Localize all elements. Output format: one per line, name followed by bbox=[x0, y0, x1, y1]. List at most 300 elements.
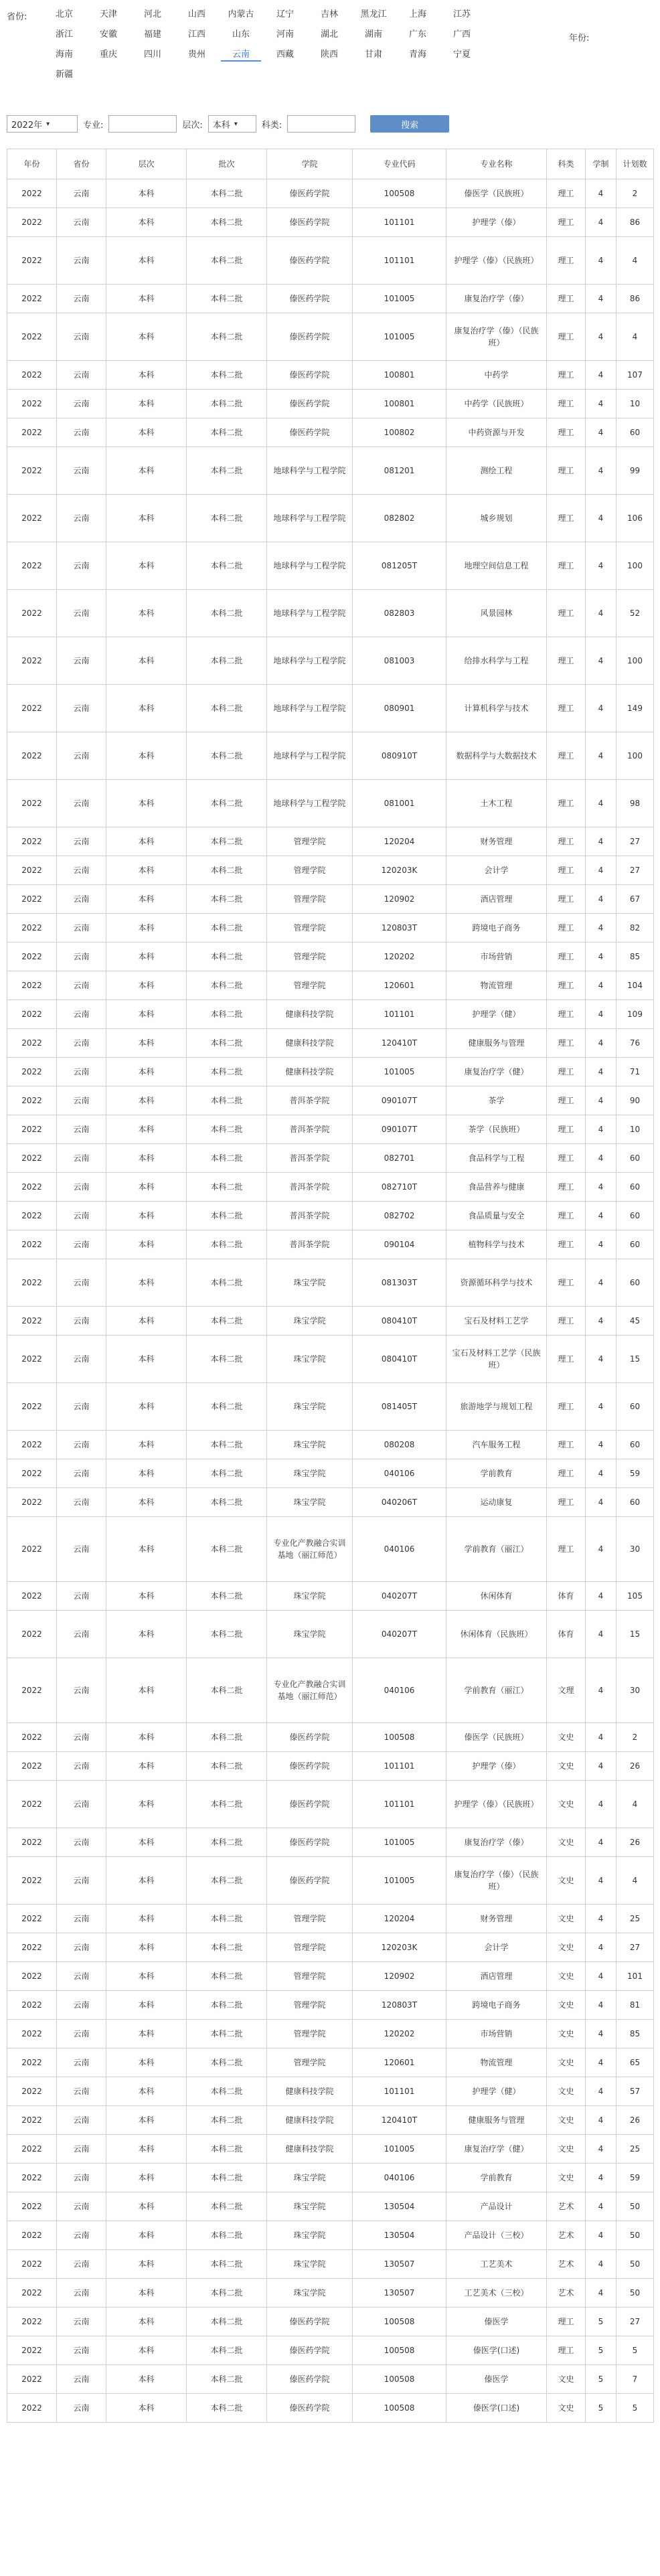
table-cell: 4 bbox=[586, 732, 616, 780]
table-cell: 文史 bbox=[547, 2020, 586, 2048]
table-cell: 管理学院 bbox=[267, 971, 353, 1000]
table-cell: 4 bbox=[586, 390, 616, 418]
table-cell: 082710T bbox=[353, 1173, 446, 1202]
table-row bbox=[7, 2106, 654, 2135]
table-row bbox=[7, 827, 654, 856]
table-cell: 4 bbox=[586, 2279, 616, 2308]
table-cell: 普洱茶学院 bbox=[267, 1115, 353, 1144]
province-option[interactable]: 辽宁 bbox=[276, 9, 294, 19]
table-cell: 109 bbox=[616, 1000, 654, 1029]
table-cell: 2022 bbox=[7, 943, 57, 971]
table-row bbox=[7, 2135, 654, 2164]
table-cell: 给排水科学与工程 bbox=[446, 637, 547, 685]
year-select-value: 2022年 bbox=[11, 120, 43, 131]
table-cell: 4 bbox=[586, 1962, 616, 1991]
table-row bbox=[7, 1058, 654, 1086]
table-cell: 4 bbox=[586, 418, 616, 447]
table-cell: 市场营销 bbox=[446, 2020, 547, 2048]
province-option[interactable]: 广东 bbox=[408, 29, 426, 39]
table-cell: 4 bbox=[586, 780, 616, 827]
table-cell: 理工 bbox=[547, 179, 586, 208]
table-cell: 工艺美术（三校） bbox=[446, 2279, 547, 2308]
table-cell: 康复治疗学（傣） bbox=[446, 1828, 547, 1857]
table-cell: 2022 bbox=[7, 1582, 57, 1611]
table-cell: 2022 bbox=[7, 2394, 57, 2423]
table-cell: 50 bbox=[616, 2250, 654, 2279]
table-row bbox=[7, 2336, 654, 2365]
table-cell: 4 bbox=[586, 2020, 616, 2048]
table-cell: 4 bbox=[586, 1431, 616, 1459]
table-cell: 健康科技学院 bbox=[267, 2077, 353, 2106]
table-cell: 4 bbox=[586, 2048, 616, 2077]
table-cell: 4 bbox=[586, 1173, 616, 1202]
table-cell: 86 bbox=[616, 208, 654, 237]
level-select[interactable] bbox=[208, 115, 256, 133]
table-cell: 101005 bbox=[353, 1828, 446, 1857]
table-cell: 普洱茶学院 bbox=[267, 1173, 353, 1202]
table-cell: 理工 bbox=[547, 447, 586, 495]
table-row bbox=[7, 2192, 654, 2221]
table-cell: 040207T bbox=[353, 1611, 446, 1658]
table-cell: 98 bbox=[616, 780, 654, 827]
table-cell: 理工 bbox=[547, 1431, 586, 1459]
table-cell: 护理学（傣）（民族班） bbox=[446, 1781, 547, 1828]
table-cell: 120204 bbox=[353, 827, 446, 856]
table-cell: 本科二批 bbox=[187, 1383, 267, 1431]
table-cell: 普洱茶学院 bbox=[267, 1144, 353, 1173]
table-cell: 健康服务与管理 bbox=[446, 1029, 547, 1058]
table-cell: 云南 bbox=[57, 2250, 106, 2279]
table-cell: 2022 bbox=[7, 2192, 57, 2221]
table-cell: 130504 bbox=[353, 2192, 446, 2221]
subject-input[interactable] bbox=[287, 115, 355, 133]
table-cell: 艺术 bbox=[547, 2250, 586, 2279]
province-option[interactable]: 吉林 bbox=[320, 9, 338, 19]
table-cell: 4 bbox=[586, 885, 616, 914]
province-option[interactable]: 山西 bbox=[187, 9, 205, 19]
table-cell: 云南 bbox=[57, 1144, 106, 1173]
table-cell: 体育 bbox=[547, 1582, 586, 1611]
table-cell: 本科 bbox=[106, 1202, 187, 1230]
table-cell: 71 bbox=[616, 1058, 654, 1086]
table-row bbox=[7, 1086, 654, 1115]
table-cell: 本科 bbox=[106, 1431, 187, 1459]
table-cell: 2022 bbox=[7, 637, 57, 685]
table-cell: 理工 bbox=[547, 1058, 586, 1086]
table-cell: 云南 bbox=[57, 685, 106, 732]
table-cell: 食品营养与健康 bbox=[446, 1173, 547, 1202]
table-cell: 傣医药学院 bbox=[267, 237, 353, 285]
table-cell: 50 bbox=[616, 2279, 654, 2308]
table-cell: 4 bbox=[586, 1582, 616, 1611]
table-cell: 27 bbox=[616, 827, 654, 856]
table-cell: 本科二批 bbox=[187, 1144, 267, 1173]
province-option[interactable]: 湖北 bbox=[320, 29, 338, 39]
column-header: 专业名称 bbox=[446, 149, 547, 179]
table-cell: 100508 bbox=[353, 2394, 446, 2423]
province-option[interactable]: 山东 bbox=[232, 29, 250, 39]
table-cell: 本科 bbox=[106, 1307, 187, 1336]
province-option[interactable]: 上海 bbox=[408, 9, 426, 19]
table-cell: 本科二批 bbox=[187, 390, 267, 418]
major-input[interactable] bbox=[108, 115, 177, 133]
table-cell: 本科 bbox=[106, 856, 187, 885]
table-cell: 本科二批 bbox=[187, 1058, 267, 1086]
table-cell: 本科 bbox=[106, 943, 187, 971]
province-option[interactable]: 江西 bbox=[187, 29, 205, 39]
table-cell: 120803T bbox=[353, 1991, 446, 2020]
table-cell: 90 bbox=[616, 1086, 654, 1115]
table-cell: 管理学院 bbox=[267, 2048, 353, 2077]
table-cell: 2022 bbox=[7, 2336, 57, 2365]
table-cell: 040206T bbox=[353, 1488, 446, 1517]
table-cell: 2022 bbox=[7, 418, 57, 447]
table-cell: 4 bbox=[586, 208, 616, 237]
table-cell: 本科二批 bbox=[187, 1230, 267, 1259]
table-cell: 本科二批 bbox=[187, 1259, 267, 1307]
table-cell: 本科二批 bbox=[187, 418, 267, 447]
table-row bbox=[7, 1658, 654, 1723]
table-cell: 60 bbox=[616, 1383, 654, 1431]
table-cell: 艺术 bbox=[547, 2221, 586, 2250]
table-cell: 本科 bbox=[106, 2135, 187, 2164]
table-cell: 67 bbox=[616, 885, 654, 914]
table-cell: 2022 bbox=[7, 914, 57, 943]
table-cell: 4 bbox=[586, 361, 616, 390]
table-cell: 本科 bbox=[106, 1723, 187, 1752]
province-option[interactable]: 云南 bbox=[221, 50, 261, 62]
table-cell: 082702 bbox=[353, 1202, 446, 1230]
table-cell: 傣医学 bbox=[446, 2308, 547, 2336]
table-cell: 傣医药学院 bbox=[267, 208, 353, 237]
table-cell: 2022 bbox=[7, 1459, 57, 1488]
province-option[interactable]: 陕西 bbox=[320, 50, 338, 60]
table-cell: 云南 bbox=[57, 2164, 106, 2192]
table-cell: 产品设计 bbox=[446, 2192, 547, 2221]
table-cell: 本科二批 bbox=[187, 1173, 267, 1202]
table-cell: 护理学（健） bbox=[446, 2077, 547, 2106]
table-cell: 云南 bbox=[57, 1857, 106, 1905]
table-cell: 本科 bbox=[106, 2077, 187, 2106]
table-cell: 健康科技学院 bbox=[267, 2106, 353, 2135]
table-cell: 2022 bbox=[7, 1230, 57, 1259]
table-cell: 傣医药学院 bbox=[267, 1723, 353, 1752]
table-cell: 傣医药学院 bbox=[267, 179, 353, 208]
table-cell: 57 bbox=[616, 2077, 654, 2106]
table-cell: 管理学院 bbox=[267, 1905, 353, 1933]
table-cell: 本科 bbox=[106, 2365, 187, 2394]
table-cell: 100508 bbox=[353, 2365, 446, 2394]
table-cell: 本科 bbox=[106, 495, 187, 542]
table-cell: 本科 bbox=[106, 1991, 187, 2020]
table-cell: 本科 bbox=[106, 2164, 187, 2192]
table-cell: 60 bbox=[616, 1173, 654, 1202]
table-row bbox=[7, 780, 654, 827]
table-cell: 2 bbox=[616, 1723, 654, 1752]
table-cell: 云南 bbox=[57, 2192, 106, 2221]
column-header: 计划数 bbox=[616, 149, 654, 179]
table-cell: 本科二批 bbox=[187, 2308, 267, 2336]
table-cell: 2022 bbox=[7, 885, 57, 914]
table-cell: 文史 bbox=[547, 1781, 586, 1828]
table-cell: 本科 bbox=[106, 685, 187, 732]
table-cell: 081205T bbox=[353, 542, 446, 590]
table-row bbox=[7, 914, 654, 943]
table-cell: 本科 bbox=[106, 1488, 187, 1517]
table-cell: 本科二批 bbox=[187, 237, 267, 285]
table-cell: 本科 bbox=[106, 1086, 187, 1115]
province-option[interactable]: 河南 bbox=[276, 29, 294, 39]
table-cell: 本科 bbox=[106, 1000, 187, 1029]
table-cell: 傣医药学院 bbox=[267, 1752, 353, 1781]
table-cell: 云南 bbox=[57, 2020, 106, 2048]
table-cell: 本科 bbox=[106, 313, 187, 361]
province-option[interactable]: 海南 bbox=[55, 50, 73, 60]
table-cell: 理工 bbox=[547, 1029, 586, 1058]
table-cell: 本科二批 bbox=[187, 542, 267, 590]
province-option[interactable]: 江苏 bbox=[452, 9, 471, 19]
table-cell: 本科二批 bbox=[187, 285, 267, 313]
table-cell: 2022 bbox=[7, 390, 57, 418]
table-cell: 120410T bbox=[353, 1029, 446, 1058]
table-cell: 2022 bbox=[7, 856, 57, 885]
table-cell: 60 bbox=[616, 1202, 654, 1230]
table-cell: 120203K bbox=[353, 856, 446, 885]
table-row bbox=[7, 2048, 654, 2077]
table-cell: 120203K bbox=[353, 1933, 446, 1962]
table-cell: 康复治疗学（健） bbox=[446, 2135, 547, 2164]
table-cell: 专业化产教融合实训基地（丽江师范） bbox=[267, 1658, 353, 1723]
table-cell: 50 bbox=[616, 2192, 654, 2221]
table-cell: 本科 bbox=[106, 885, 187, 914]
table-cell: 2022 bbox=[7, 1058, 57, 1086]
table-cell: 040106 bbox=[353, 2164, 446, 2192]
table-cell: 风景园林 bbox=[446, 590, 547, 637]
province-option[interactable]: 青海 bbox=[408, 50, 426, 60]
table-cell: 管理学院 bbox=[267, 943, 353, 971]
table-cell: 理工 bbox=[547, 1259, 586, 1307]
table-cell: 管理学院 bbox=[267, 1933, 353, 1962]
table-cell: 康复治疗学（傣）（民族班） bbox=[446, 1857, 547, 1905]
table-row bbox=[7, 885, 654, 914]
table-cell: 4 bbox=[586, 2164, 616, 2192]
province-option[interactable]: 安徽 bbox=[99, 29, 117, 39]
table-row bbox=[7, 685, 654, 732]
province-option[interactable]: 天津 bbox=[99, 9, 117, 19]
table-cell: 本科二批 bbox=[187, 1488, 267, 1517]
table-cell: 2022 bbox=[7, 971, 57, 1000]
table-cell: 4 bbox=[586, 1058, 616, 1086]
column-header: 批次 bbox=[187, 149, 267, 179]
table-cell: 本科二批 bbox=[187, 1582, 267, 1611]
table-cell: 4 bbox=[616, 1781, 654, 1828]
table-cell: 81 bbox=[616, 1991, 654, 2020]
table-cell: 理工 bbox=[547, 1307, 586, 1336]
table-cell: 2022 bbox=[7, 1202, 57, 1230]
table-row bbox=[7, 1905, 654, 1933]
table-cell: 财务管理 bbox=[446, 827, 547, 856]
table-cell: 护理学（傣） bbox=[446, 208, 547, 237]
table-cell: 云南 bbox=[57, 495, 106, 542]
table-cell: 101005 bbox=[353, 313, 446, 361]
province-option[interactable]: 内蒙古 bbox=[228, 9, 254, 19]
table-cell: 傣医药学院 bbox=[267, 1828, 353, 1857]
table-cell: 120202 bbox=[353, 943, 446, 971]
province-option[interactable]: 宁夏 bbox=[452, 50, 471, 60]
table-cell: 52 bbox=[616, 590, 654, 637]
table-row bbox=[7, 1991, 654, 2020]
table-cell: 理工 bbox=[547, 208, 586, 237]
table-cell: 本科 bbox=[106, 1857, 187, 1905]
table-cell: 4 bbox=[586, 971, 616, 1000]
table-cell: 86 bbox=[616, 285, 654, 313]
province-option[interactable]: 四川 bbox=[143, 50, 161, 60]
table-cell: 傣医药学院 bbox=[267, 1857, 353, 1905]
table-cell: 护理学（傣）（民族班） bbox=[446, 237, 547, 285]
province-option[interactable]: 新疆 bbox=[55, 70, 73, 80]
table-cell: 普洱茶学院 bbox=[267, 1202, 353, 1230]
table-cell: 082802 bbox=[353, 495, 446, 542]
table-cell: 25 bbox=[616, 2135, 654, 2164]
table-cell: 云南 bbox=[57, 2106, 106, 2135]
table-cell: 4 bbox=[586, 1144, 616, 1173]
table-cell: 本科二批 bbox=[187, 1431, 267, 1459]
table-cell: 文史 bbox=[547, 2106, 586, 2135]
province-option[interactable]: 贵州 bbox=[187, 50, 205, 60]
table-cell: 本科二批 bbox=[187, 361, 267, 390]
table-cell: 4 bbox=[586, 1723, 616, 1752]
table-row bbox=[7, 390, 654, 418]
table-row bbox=[7, 1259, 654, 1307]
table-cell: 文史 bbox=[547, 2135, 586, 2164]
table-cell: 云南 bbox=[57, 418, 106, 447]
table-cell: 2022 bbox=[7, 2048, 57, 2077]
table-cell: 4 bbox=[616, 237, 654, 285]
table-cell: 本科 bbox=[106, 2192, 187, 2221]
chevron-down-icon: ▾ bbox=[46, 120, 50, 128]
table-row bbox=[7, 2365, 654, 2394]
table-cell: 云南 bbox=[57, 1173, 106, 1202]
table-cell: 健康科技学院 bbox=[267, 1029, 353, 1058]
table-cell: 10 bbox=[616, 1115, 654, 1144]
province-option[interactable]: 重庆 bbox=[99, 50, 117, 60]
table-cell: 地球科学与工程学院 bbox=[267, 637, 353, 685]
table-cell: 本科 bbox=[106, 2020, 187, 2048]
table-cell: 文史 bbox=[547, 1991, 586, 2020]
province-option[interactable]: 湖南 bbox=[364, 29, 382, 39]
table-cell: 本科二批 bbox=[187, 2365, 267, 2394]
table-cell: 2022 bbox=[7, 2365, 57, 2394]
table-cell: 2022 bbox=[7, 1723, 57, 1752]
table-cell: 2022 bbox=[7, 2164, 57, 2192]
table-cell: 4 bbox=[586, 1383, 616, 1431]
year-select[interactable] bbox=[7, 115, 78, 133]
table-cell: 中药学（民族班） bbox=[446, 390, 547, 418]
table-cell: 4 bbox=[586, 1781, 616, 1828]
table-cell: 云南 bbox=[57, 2279, 106, 2308]
province-option[interactable]: 西藏 bbox=[276, 50, 294, 60]
table-row bbox=[7, 2308, 654, 2336]
table-cell: 60 bbox=[616, 418, 654, 447]
province-option[interactable]: 广西 bbox=[452, 29, 471, 39]
table-cell: 云南 bbox=[57, 1723, 106, 1752]
table-cell: 本科二批 bbox=[187, 2336, 267, 2365]
table-cell: 120803T bbox=[353, 914, 446, 943]
province-option[interactable]: 北京 bbox=[55, 9, 73, 19]
table-cell: 4 bbox=[586, 1857, 616, 1905]
table-cell: 理工 bbox=[547, 914, 586, 943]
table-cell: 普洱茶学院 bbox=[267, 1086, 353, 1115]
table-row bbox=[7, 2020, 654, 2048]
table-cell: 4 bbox=[586, 1611, 616, 1658]
table-cell: 2022 bbox=[7, 1905, 57, 1933]
table-cell: 物流管理 bbox=[446, 2048, 547, 2077]
table-cell: 云南 bbox=[57, 1431, 106, 1459]
table-cell: 数据科学与大数据技术 bbox=[446, 732, 547, 780]
province-option[interactable]: 浙江 bbox=[55, 29, 73, 39]
province-option[interactable]: 甘肃 bbox=[364, 50, 382, 60]
table-cell: 珠宝学院 bbox=[267, 2164, 353, 2192]
table-row bbox=[7, 447, 654, 495]
table-cell: 本科二批 bbox=[187, 780, 267, 827]
table-cell: 云南 bbox=[57, 1905, 106, 1933]
table-cell: 珠宝学院 bbox=[267, 2279, 353, 2308]
table-cell: 文史 bbox=[547, 1933, 586, 1962]
table-cell: 休闲体育（民族班） bbox=[446, 1611, 547, 1658]
table-cell: 宝石及材料工艺学（民族班） bbox=[446, 1336, 547, 1383]
province-option[interactable]: 河北 bbox=[143, 9, 161, 19]
table-cell: 本科 bbox=[106, 780, 187, 827]
table-cell: 会计学 bbox=[446, 1933, 547, 1962]
table-cell: 120601 bbox=[353, 971, 446, 1000]
table-cell: 理工 bbox=[547, 418, 586, 447]
table-cell: 10 bbox=[616, 390, 654, 418]
table-cell: 本科二批 bbox=[187, 2048, 267, 2077]
table-cell: 文史 bbox=[547, 1857, 586, 1905]
table-cell: 本科 bbox=[106, 1962, 187, 1991]
table-cell: 理工 bbox=[547, 1202, 586, 1230]
table-cell: 120902 bbox=[353, 885, 446, 914]
table-cell: 2022 bbox=[7, 237, 57, 285]
table-row bbox=[7, 495, 654, 542]
table-cell: 云南 bbox=[57, 1000, 106, 1029]
table-cell: 2022 bbox=[7, 1991, 57, 2020]
table-cell: 2022 bbox=[7, 1173, 57, 1202]
table-cell: 4 bbox=[586, 1459, 616, 1488]
search-button[interactable]: 搜索 bbox=[370, 115, 449, 133]
table-cell: 本科二批 bbox=[187, 1459, 267, 1488]
table-cell: 珠宝学院 bbox=[267, 2250, 353, 2279]
table-cell: 理工 bbox=[547, 1383, 586, 1431]
table-cell: 理工 bbox=[547, 1144, 586, 1173]
province-option[interactable]: 黑龙江 bbox=[360, 9, 387, 19]
table-cell: 2022 bbox=[7, 542, 57, 590]
table-cell: 100508 bbox=[353, 2308, 446, 2336]
table-cell: 2022 bbox=[7, 179, 57, 208]
table-cell: 本科二批 bbox=[187, 2221, 267, 2250]
table-cell: 27 bbox=[616, 856, 654, 885]
table-cell: 本科 bbox=[106, 1058, 187, 1086]
table-cell: 090107T bbox=[353, 1086, 446, 1115]
table-cell: 体育 bbox=[547, 1611, 586, 1658]
table-cell: 珠宝学院 bbox=[267, 1307, 353, 1336]
table-cell: 会计学 bbox=[446, 856, 547, 885]
table-cell: 30 bbox=[616, 1658, 654, 1723]
province-option[interactable]: 福建 bbox=[143, 29, 161, 39]
table-row bbox=[7, 1336, 654, 1383]
table-cell: 105 bbox=[616, 1582, 654, 1611]
table-cell: 本科 bbox=[106, 2048, 187, 2077]
